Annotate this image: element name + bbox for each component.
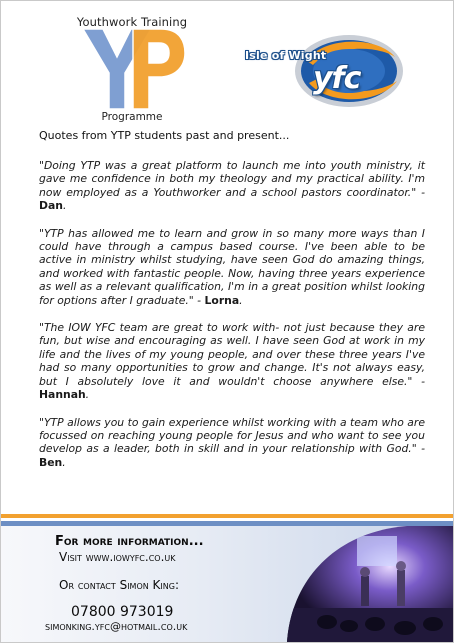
quote-text: "Doing YTP was a great platform to launch me into youth ministry, it gave me confidence in both my theology and my practical ability. I'm now employed as a Youthworker and a school pastors coordinator." - — [39, 159, 425, 199]
website-link[interactable]: Visit www.iowyfc.co.uk — [59, 550, 176, 564]
quote-author: Dan — [39, 199, 63, 213]
quote-author: Lorna — [204, 293, 240, 307]
quotes-list — [39, 159, 425, 483]
ytp-letters-graphic — [81, 27, 185, 111]
quote-text: "The IOW YFC team are great to work with- not just because they are fun, but wise and encouraging as well. I have seen God at work in my life and the lives of my young people, and over these three years I've had so many opportunities to grow and change. It's not always easy, but I absolutely love it and wouldn't choose anywhere else." - — [39, 321, 425, 388]
quote-dan — [39, 159, 425, 213]
email-link[interactable]: simonking.yfc@hotmail.co.uk — [45, 620, 188, 633]
quote-end: . — [62, 455, 66, 469]
quote-text: "YTP allows you to gain experience whilst working with a team who are focussed on reaching young people for Jesus and who want to see you develop as a leader, both in skill and in your relationship with God." - — [39, 415, 425, 456]
quote-end: . — [85, 388, 90, 402]
quote-lorna — [39, 227, 425, 307]
quote-ben — [39, 416, 425, 470]
quote-hannah — [39, 321, 425, 401]
intro-heading: Quotes from YTP students past and present... — [39, 129, 290, 142]
quote-author: Ben — [39, 455, 63, 469]
yfc-logo — [237, 31, 407, 111]
quote-end: . — [62, 199, 67, 213]
yfc-logo-word: yfc — [313, 61, 361, 96]
contact-footer — [1, 526, 453, 642]
worship-band-photo — [287, 526, 453, 642]
quote-text: "YTP has allowed me to learn and grow in so many more ways than I could have through a campus based course. I've been able to be active in ministry whilst studying, have seen God do amazing things, and worked with fantastic people. Now, having three years experience as well as a relevant qualification, I'm in a great position whilst looking for options after I graduate." - — [39, 226, 425, 307]
quote-author: Hannah — [39, 388, 86, 402]
contact-person: Or contact Simon King: — [59, 578, 179, 592]
ytp-logo — [69, 15, 195, 125]
yfc-logo-place: Isle of Wight — [245, 49, 327, 62]
ytp-logo-subtitle: Programme — [101, 111, 163, 123]
ytp-logo-title: Youthwork Training — [76, 15, 188, 29]
more-info-heading: For more information... — [55, 534, 204, 549]
quote-end: . — [239, 293, 243, 307]
phone-number[interactable]: 07800 973019 — [71, 604, 174, 620]
